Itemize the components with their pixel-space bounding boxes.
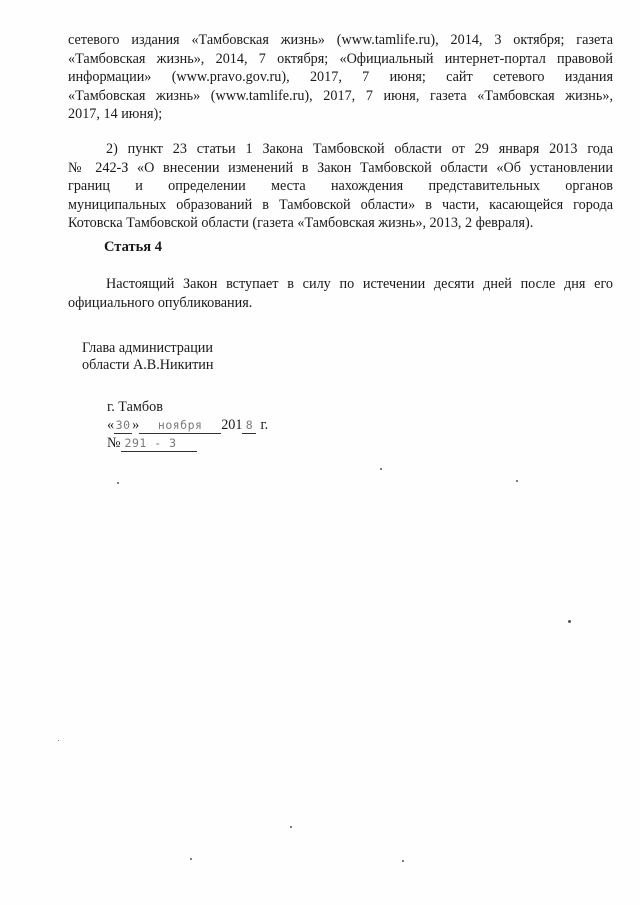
text-line: Настоящий Закон вступает в силу по истечении десяти дней после дня его	[106, 276, 613, 292]
scan-speck	[58, 740, 59, 741]
scan-speck	[290, 826, 292, 828]
text-line: официального опубликования.	[68, 294, 253, 311]
date-suffix: г.	[260, 417, 269, 433]
date-open-quote: «	[107, 417, 115, 433]
city-name: г. Тамбов	[107, 399, 163, 415]
text-line: «Тамбовская жизнь», 2014, 7 октября; «Официальный интернет-портал правовой	[68, 50, 613, 67]
text-line: 2017, 14 июня);	[68, 106, 163, 123]
scan-speck	[117, 482, 119, 484]
paragraph-effective-date	[68, 275, 613, 312]
date-line	[107, 416, 268, 434]
date-month: ноября	[139, 418, 221, 434]
text-line: «Тамбовская жизнь» (www.tamlife.ru), 2017, 7 июня, газета «Тамбовская жизнь»,	[68, 87, 613, 104]
text-line: информации» (www.pravo.gov.ru), 2017, 7 июня; сайт сетевого издания	[68, 69, 613, 86]
paragraph-publication-sources	[68, 31, 613, 124]
signature-name: области А.В.Никитин	[82, 357, 214, 373]
text-line: 2) пункт 23 статьи 1 Закона Тамбовской области от 29 января 2013 года	[106, 141, 613, 157]
date-year-digit: 8	[242, 418, 256, 434]
scan-speck	[402, 860, 404, 862]
article-heading: Статья 4	[104, 239, 162, 255]
text-line: № 242-З «О внесении изменений в Закон Тамбовской области «Об установлении	[68, 159, 613, 176]
scan-speck	[190, 858, 192, 860]
place-date-block	[107, 398, 268, 452]
number-line	[107, 434, 268, 452]
text-line: границ и определении места нахождения представительных органов	[68, 178, 613, 195]
signature-title: Глава администрации	[82, 340, 213, 356]
paragraph-item-2	[68, 140, 613, 233]
text-line: Котовска Тамбовской области (газета «Тамбовская жизнь», 2013, 2 февраля).	[68, 215, 534, 232]
text-line: сетевого издания «Тамбовская жизнь» (www.tamlife.ru), 2014, 3 октября; газета	[68, 32, 613, 48]
date-year-prefix: 201	[221, 417, 243, 433]
date-day: 30	[115, 418, 131, 432]
scan-speck	[380, 468, 382, 470]
date-close-quote: »	[132, 417, 140, 433]
number-value: 291 - З	[121, 436, 197, 452]
number-label: №	[107, 435, 121, 451]
text-line: муниципальных образований в Тамбовской области» в части, касающейся города	[68, 196, 613, 213]
signature-block	[82, 340, 213, 374]
scan-speck	[516, 480, 518, 482]
scan-speck	[568, 620, 571, 623]
